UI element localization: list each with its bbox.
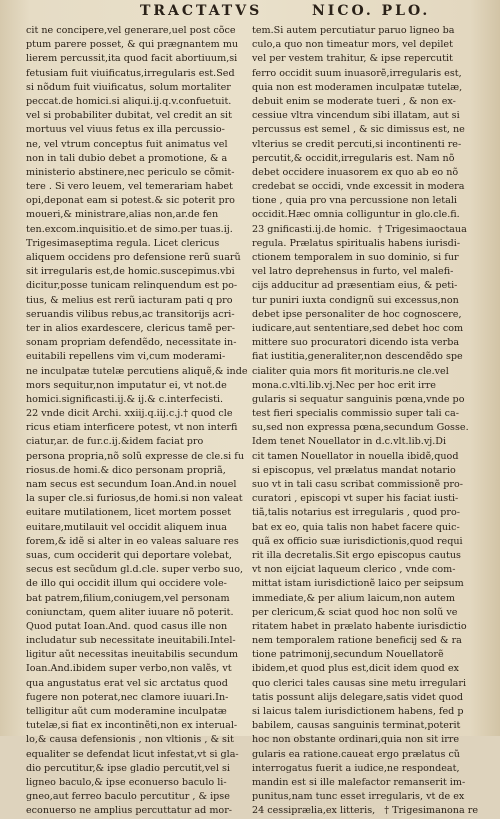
- text-line: percussus est semel , & sic dimissus est, ne: [252, 124, 465, 136]
- text-line: secus est secũdum gl.d.cle. super verbo suo,: [26, 564, 244, 576]
- text-line: bat patrem,filium,coniugem,vel personam: [26, 592, 230, 604]
- header-title-right: NICO. PLO.: [312, 3, 431, 19]
- text-line: punitus,nam tunc esset irregularis, vt de ex: [252, 791, 465, 803]
- text-line: tiã,talis notarius est irregularis , quod pro-: [252, 507, 461, 519]
- text-line: 23 gnificasti.ij.de homic. † Trigesimaoctaua: [252, 223, 467, 235]
- text-line: peccat.de homici.si aliqui.ij.q.v.confuetuit.: [26, 95, 232, 107]
- text-line: 24 cessiprælia,ex litteris, † Trigesimanona re: [252, 805, 479, 817]
- text-line: si episcopus, vel prælatus mandat notario: [252, 464, 456, 476]
- text-line: ligneo baculo,& ipse econuerso baculo li-: [26, 776, 227, 788]
- text-line: telligitur aũt cum moderamine inculpatæ: [26, 706, 227, 717]
- text-line: regula. Prælatus spiritualis habens iurisdi-: [252, 237, 461, 249]
- text-line: hoc non obstante ordinari,quia non sit irre: [252, 734, 460, 746]
- running-header: [0, 1, 500, 23]
- text-line: mandin est si ille malefactor remanserit im-: [252, 776, 466, 788]
- text-line: si laicus talem iurisdictionem habens, fed p: [252, 706, 464, 717]
- text-line: lo,& causa defensionis , non vltionis , & sit: [26, 734, 234, 746]
- text-line: tione patrimonij,secundum Nouellatorẽ: [252, 649, 444, 661]
- text-line: mittat istam iurisdictionẽ laico per seipsum: [252, 578, 464, 590]
- text-line: aliquem occidens pro defensione rerũ suarũ: [26, 252, 241, 263]
- text-line: la super cle.si furiosus,de homi.si non valeat: [26, 493, 243, 505]
- text-line: nem temporalem ratione beneficij sed & ra: [252, 635, 462, 647]
- text-line: gularis ea ratione.caueat ergo prælatus cũ: [252, 748, 460, 760]
- text-line: econuerso ne amplius percuttatur ad mor-: [26, 805, 233, 817]
- text-line: vlterius se credit percuti,si incontinenti re-: [252, 138, 462, 150]
- text-line: homici.significasti.ij.& ij.& c.interfecisti.: [26, 393, 224, 405]
- text-line: mors sequitur,non imputatur ei, vt not.de: [26, 379, 227, 391]
- text-line: equaliter se defendat licut infestat,vt si gla-: [26, 748, 239, 760]
- text-line: fiat iustitia,generaliter,non descendẽdo spe: [252, 351, 463, 363]
- text-line: babilem, causas sanguinis terminat,poterit: [252, 720, 461, 732]
- text-line: 22 vnde dicit Archi. xxiij.q.iij.c.j.† quod cle: [26, 408, 233, 420]
- text-line: Ioan.And.ibidem super verbo,non valẽs, vt: [26, 663, 232, 675]
- text-line: tius, & melius est rerũ iacturam pati q pro: [26, 294, 233, 306]
- text-line: nam secus est secundum Ioan.And.in nouel: [26, 479, 237, 490]
- text-line: tur puniri iuxta condignũ sui excessus,non: [252, 294, 459, 306]
- text-line: quã ex officio suæ iurisdictionis,quod requi: [252, 535, 463, 547]
- text-line: opi,deponat eam si potest.& sic poterit pro: [26, 195, 235, 207]
- text-line: test fieri specialis commissio super tali ca-: [252, 408, 459, 420]
- text-line: mittere suo procuratori dicendo ista verba: [252, 337, 460, 349]
- text-line: debet occidere inuasorem ex quo ab eo nõ: [252, 166, 459, 178]
- text-line: vel si probabiliter dubitat, vel credit an sit: [26, 110, 232, 122]
- text-line: si nõdum fuit viuificatus, solum mortaliter: [26, 81, 231, 93]
- text-line: tere . Si vero leuem, vel temerariam habet: [26, 181, 233, 193]
- text-line: per clericum,& sciat quod hoc non solũ ve: [252, 606, 458, 618]
- text-line: quo clerici tales causas sine metu irregulari: [252, 677, 467, 689]
- text-line: ritatem habet in prælato habente iurisdictio: [252, 620, 467, 632]
- header-title-left: TRACTATVS: [140, 3, 263, 19]
- text-line: sit irregularis est,de homic.suscepimus.vbi: [26, 266, 235, 278]
- text-line: ferro occidit suum inuasorẽ,irregularis est,: [252, 67, 462, 79]
- text-line: vel latro deprehensus in furto, vel malefi-: [252, 266, 454, 278]
- text-line: Quod putat Ioan.And. quod casus ille non: [26, 620, 228, 632]
- text-line: immediate,& per alium laicum,non autem: [252, 592, 455, 604]
- text-line: ricus etiam interficere potest, vt non interfi: [26, 422, 238, 434]
- text-line: credebat se occidi, vnde excessit in modera: [252, 181, 465, 193]
- text-line: ciatur,ar. de fur.c.ij.&idem faciat pro: [26, 436, 204, 448]
- text-line: lierem percussit,ita quod facit abortiuum,si: [26, 53, 238, 65]
- text-line: ctionem temporalem in suo dominio, si fur: [252, 252, 459, 263]
- text-line: fetusiam fuit viuificatus,irregularis est.Sed: [26, 67, 235, 79]
- text-line: mona.c.vlti.lib.vj.Nec per hoc erit irre: [252, 379, 436, 391]
- text-line: gularis si sequatur sanguinis pœna,vnde po: [252, 393, 465, 405]
- text-line: gneo,aut ferreo baculo percutitur , & ipse: [26, 791, 230, 803]
- text-line: vt non eijciat laqueum clerico , vnde com-: [252, 564, 456, 576]
- text-line: cit ne concipere,vel generare,uel post cõce: [26, 25, 236, 36]
- text-column-right: [252, 24, 488, 819]
- text-line: bat ex eo, quia talis non habet facere quic-: [252, 521, 460, 533]
- text-line: euitare mutilationem, licet mortem posset: [26, 507, 232, 519]
- text-line: rit illa decretalis.Sit ergo episcopus cautus: [252, 549, 461, 561]
- text-line: tione , quia pro vna percussione non letali: [252, 195, 457, 207]
- text-line: percutit,& occidit,irregularis est. Nam nõ: [252, 152, 455, 164]
- text-line: Trigesimaseptima regula. Licet clericus: [26, 237, 220, 249]
- text-line: tem.Si autem percutiatur paruo ligneo ba: [252, 25, 455, 36]
- text-line: ministerio abstinere,nec periculo se cõmit-: [26, 166, 235, 178]
- text-line: suas, cum occiderit qui deportare volebat,: [26, 549, 232, 561]
- text-line: Idem tenet Nouellator in d.c.vlt.lib.vj.Di: [252, 436, 447, 448]
- text-line: includatur sub necessitate ineuitabili.Intel-: [26, 635, 236, 647]
- text-line: dicitur,posse tunicam relinquendum est po-: [26, 280, 238, 292]
- text-line: dio percutitur,& ipse gladio percutit,vel si: [26, 762, 230, 774]
- text-line: debet ipse personaliter de hoc cognoscere,: [252, 308, 462, 320]
- text-line: ter in alios exardescere, clericus tamẽ per-: [26, 322, 235, 334]
- text-line: iudicare,aut sententiare,sed debet hoc com: [252, 322, 464, 334]
- text-line: curatori , episcopi vt super his faciat iusti-: [252, 493, 459, 505]
- text-line: debuit enim se moderate tueri , & non ex-: [252, 95, 456, 107]
- text-line: ligitur aũt necessitas ineuitabilis secundum: [26, 649, 239, 661]
- text-line: ibidem,et quod plus est,dicit idem quod ex: [252, 663, 459, 675]
- text-line: suo vt in tali casu scribat commissionẽ pro-: [252, 479, 464, 490]
- text-column-left: [26, 24, 248, 819]
- text-line: forem,& idẽ si alter in eo valeas saluare res: [26, 535, 239, 547]
- text-line: culo,a quo non timeatur mors, vel depilet: [252, 39, 453, 51]
- text-line: sonam propriam defendẽdo, necessitate in-: [26, 337, 237, 349]
- text-line: tatis possunt alijs delegare,satis videt quod: [252, 691, 464, 703]
- text-line: cit tamen Nouellator in nouella ibidẽ,quod: [252, 450, 459, 462]
- text-line: ptum parere posset, & qui prægnantem mu: [26, 39, 239, 51]
- text-line: non in tali dubio debet a promotione, & a: [26, 152, 228, 164]
- text-line: qua angustatus erat vel sic arctatus quod: [26, 677, 228, 689]
- text-line: su,sed non expressa pœna,secundum Gosse.: [252, 422, 469, 434]
- text-line: cessiue vltra vincendum sibi illatam, aut si: [252, 110, 460, 122]
- text-line: quia non est moderamen inculpatæ tutelæ,: [252, 81, 463, 93]
- text-line: cialiter quia mors fit morituris.ne cle.vel: [252, 365, 449, 377]
- text-line: persona propria,nõ solũ expresse de cle.si fu: [26, 450, 244, 462]
- text-line: seruandis vilibus rebus,ac transitorijs acri-: [26, 308, 235, 320]
- text-line: ne, vel vtrum conceptus fuit animatus vel: [26, 138, 228, 150]
- text-line: ne inculpatæ tutelæ percutiens aliquẽ,& inde: [26, 365, 248, 377]
- text-line: coniunctam, quem aliter iuuare nõ poterit.: [26, 606, 234, 618]
- text-line: riosus.de homi.& dico personam propriã,: [26, 464, 226, 476]
- text-line: ten.excom.inquisitio.et de simo.per tuas.ij.: [26, 223, 233, 235]
- text-line: euitare,mutilauit vel occidit aliquem inua: [26, 521, 228, 533]
- text-line: occidit.Hæc omnia colliguntur in glo.cle.fi.: [252, 209, 460, 221]
- text-line: interrogatus fuerit a iudice,ne respondeat,: [252, 762, 460, 774]
- text-line: euitabili repellens vim vi,cum moderami-: [26, 351, 226, 363]
- text-line: cijs adducitur ad præsentiam eius, & peti-: [252, 280, 458, 292]
- text-line: vel per vestem trahitur, & ipse repercutit: [252, 53, 453, 65]
- text-line: tutelæ,si fiat ex incontinẽti,non ex interual-: [26, 720, 238, 732]
- text-line: moueri,& ministrare,alias non,ar.de fen: [26, 209, 219, 221]
- text-line: mortuus vel viuus fetus ex illa percussio-: [26, 124, 225, 136]
- text-line: fugere non poterat,nec clamore iuuari.In-: [26, 691, 229, 703]
- text-line: de illo qui occidit illum qui occidere vole-: [26, 578, 227, 590]
